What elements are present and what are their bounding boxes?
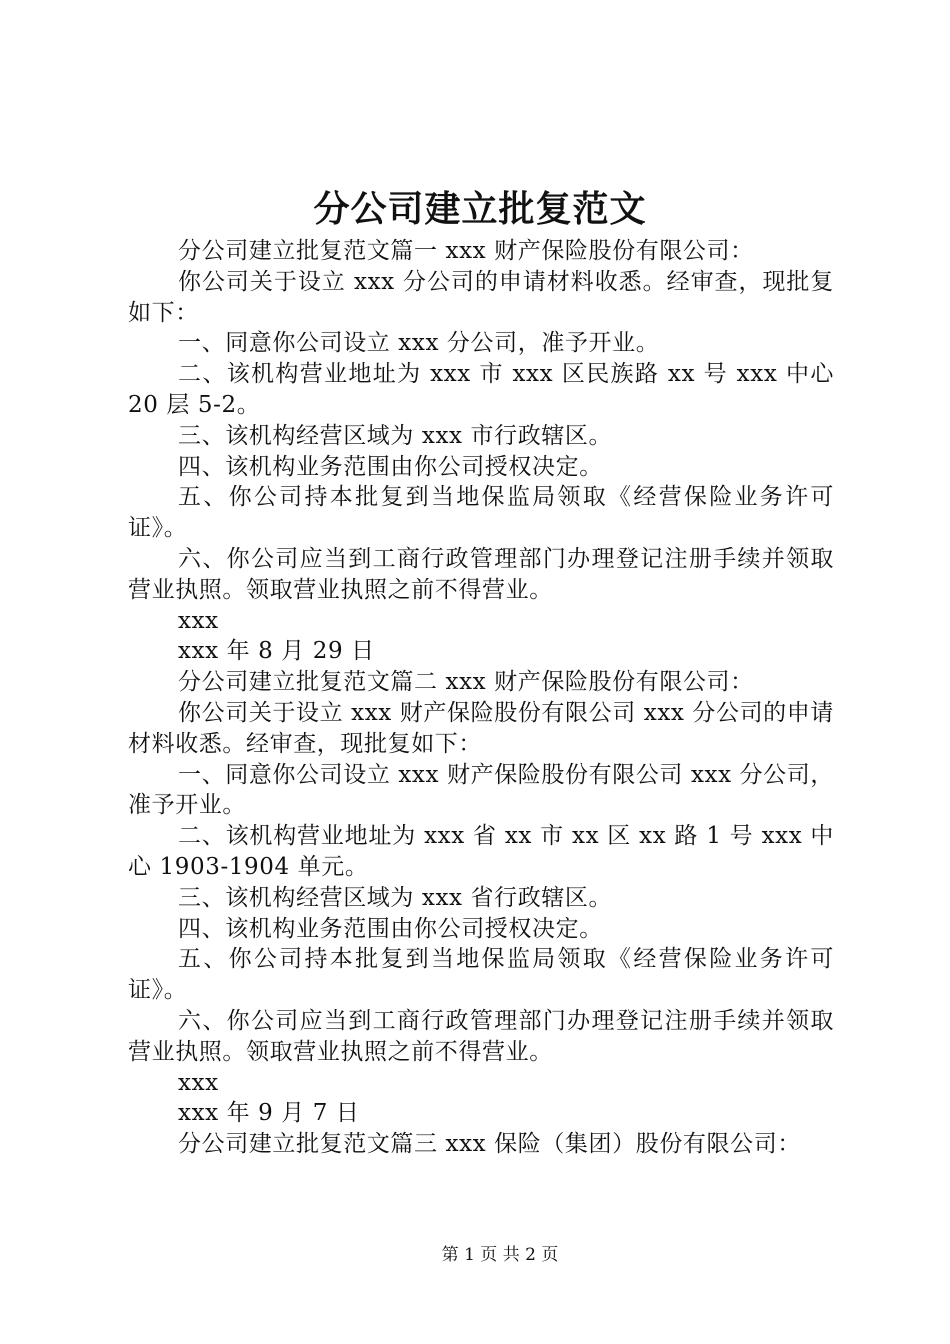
- signature-line: xxx: [178, 1069, 219, 1096]
- paragraph: 分公司建立批复范文篇三 xxx 保险（集团）股份有限公司：: [178, 1131, 801, 1158]
- paragraph: 分公司建立批复范文篇二 xxx 财产保险股份有限公司：: [178, 669, 754, 696]
- date-line: xxx 年 9 月 7 日: [178, 1100, 360, 1127]
- signature-line: xxx: [178, 607, 219, 634]
- paragraph: 五、你公司持本批复到当地保监局领取《经营保险业务许可证》。: [128, 946, 834, 1004]
- page-footer: 第 1 页 共 2 页: [441, 1245, 559, 1265]
- paragraph: 五、你公司持本批复到当地保监局领取《经营保险业务许可证》。: [128, 484, 834, 542]
- paragraph: 六、你公司应当到工商行政管理部门办理登记注册手续并领取营业执照。领取营业执照之前不得营业。: [128, 545, 834, 603]
- paragraph: 你公司关于设立 xxx 财产保险股份有限公司 xxx 分公司的申请材料收悉。经审查，现批复如下：: [128, 699, 834, 757]
- date-line: xxx 年 8 月 29 日: [178, 638, 375, 665]
- paragraph: 六、你公司应当到工商行政管理部门办理登记注册手续并领取营业执照。领取营业执照之前不得营业。: [128, 1007, 834, 1065]
- paragraph: 四、该机构业务范围由你公司授权决定。: [178, 453, 603, 480]
- paragraph: 你公司关于设立 xxx 分公司的申请材料收悉。经审查，现批复如下：: [128, 268, 834, 326]
- paragraph: 一、同意你公司设立 xxx 分公司，准予开业。: [178, 330, 660, 357]
- document-title: 分公司建立批复范文: [313, 188, 647, 230]
- paragraph: 二、该机构营业地址为 xxx 省 xx 市 xx 区 xx 路 1 号 xxx 中心 1903-1904 单元。: [128, 823, 834, 880]
- paragraph: 三、该机构经营区域为 xxx 省行政辖区。: [178, 884, 613, 911]
- paragraph: 二、该机构营业地址为 xxx 市 xxx 区民族路 xx 号 xxx 中心 20 层 5-2。: [128, 361, 834, 418]
- paragraph: 四、该机构业务范围由你公司授权决定。: [178, 915, 603, 942]
- paragraph: 三、该机构经营区域为 xxx 市行政辖区。: [178, 422, 613, 449]
- paragraph: 一、同意你公司设立 xxx 财产保险股份有限公司 xxx 分公司，准予开业。: [128, 761, 834, 819]
- document-body: [128, 236, 834, 1160]
- paragraph: 分公司建立批复范文篇一 xxx 财产保险股份有限公司：: [178, 238, 754, 264]
